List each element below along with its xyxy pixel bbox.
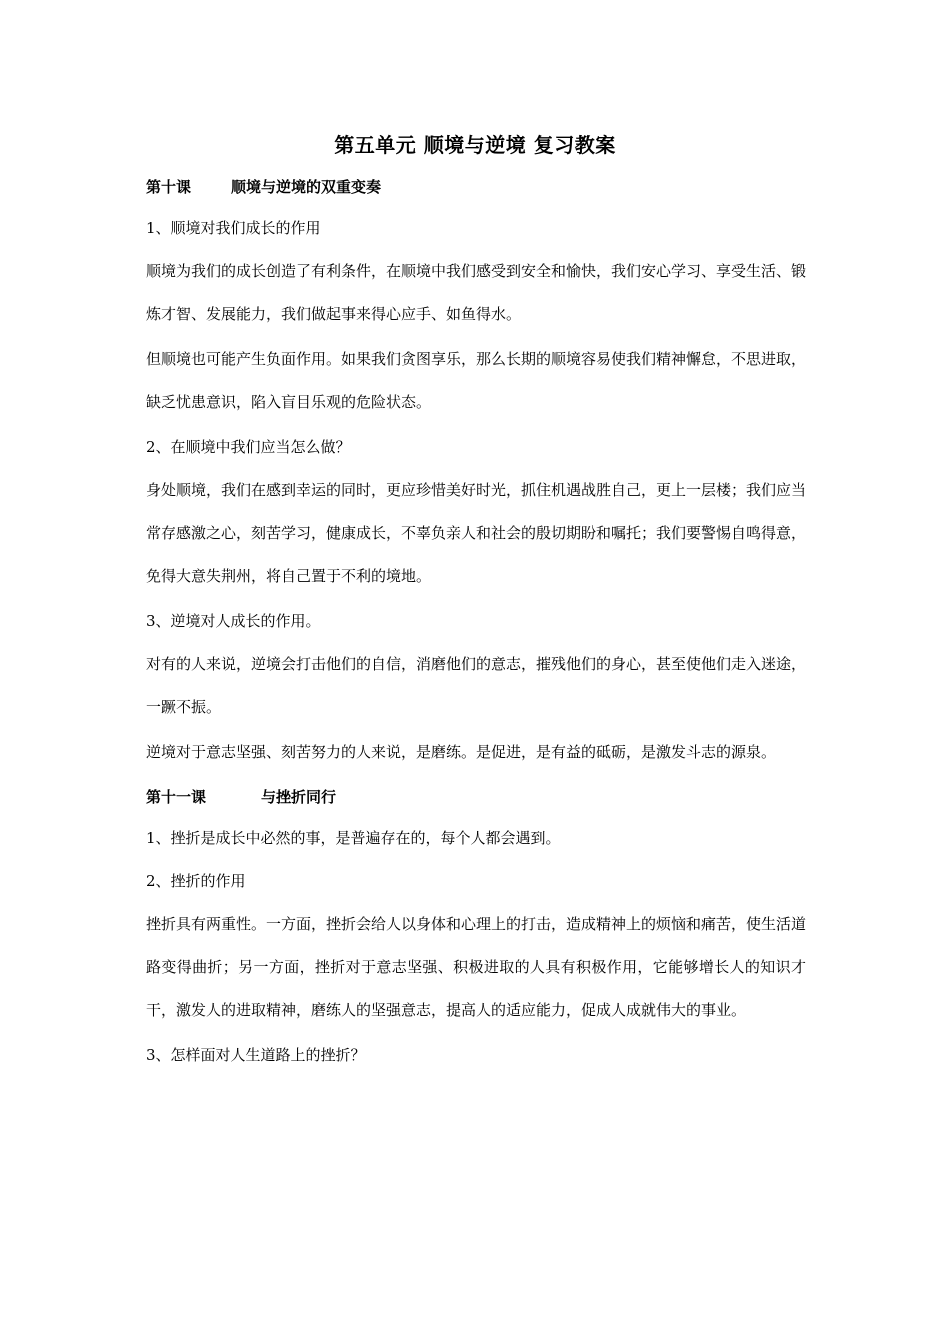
lesson-10-name: 顺境与逆境的双重变奏 bbox=[231, 178, 382, 196]
lesson-11-question-2: 2、挫折的作用 bbox=[146, 872, 246, 890]
lesson-10-paragraph-1: 顺境为我们的成长创造了有利条件，在顺境中我们感受到安全和愉快，我们安心学习、享受生活、锻炼才智、发展能力，我们做起事来得心应手、如鱼得水。 bbox=[146, 262, 807, 323]
lesson-10-question-1: 1、顺境对我们成长的作用 bbox=[146, 219, 321, 237]
lesson-10-heading bbox=[146, 176, 806, 198]
lesson-11-number: 第十一课 bbox=[146, 788, 207, 806]
lesson-10-number: 第十课 bbox=[146, 178, 192, 196]
lesson-10-question-3: 3、逆境对人成长的作用。 bbox=[146, 612, 321, 630]
lesson-11-question-1: 1、挫折是成长中必然的事，是普遍存在的，每个人都会遇到。 bbox=[146, 829, 561, 847]
lesson-10-paragraph-5: 逆境对于意志坚强、刻苦努力的人来说，是磨练。是促进，是有益的砥砺，是激发斗志的源泉。 bbox=[146, 743, 777, 761]
lesson-11-question-3: 3、怎样面对人生道路上的挫折？ bbox=[146, 1046, 366, 1064]
lesson-10-question-2: 2、在顺境中我们应当怎么做？ bbox=[146, 438, 351, 456]
lesson-11-heading bbox=[146, 786, 806, 808]
document-body bbox=[146, 176, 806, 1087]
lesson-10-paragraph-2: 但顺境也可能产生负面作用。如果我们贪图享乐，那么长期的顺境容易使我们精神懈怠，不思进取，缺乏忧患意识，陷入盲目乐观的危险状态。 bbox=[146, 350, 807, 411]
lesson-11-name: 与挫折同行 bbox=[261, 788, 337, 806]
lesson-10-paragraph-4: 对有的人来说，逆境会打击他们的自信，消磨他们的意志，摧残他们的身心，甚至使他们走入迷途，一蹶不振。 bbox=[146, 655, 807, 716]
lesson-10-paragraph-3: 身处顺境，我们在感到幸运的同时，更应珍惜美好时光，抓住机遇战胜自己，更上一层楼；我们应当常存感激之心，刻苦学习，健康成长，不辜负亲人和社会的殷切期盼和嘱托；我们要警惕自鸣得意，免得大意失荆州，将自己置于不利的境地。 bbox=[146, 481, 807, 585]
document-title: 第五单元 顺境与逆境 复习教案 bbox=[334, 133, 616, 157]
lesson-11-paragraph-1: 挫折具有两重性。一方面，挫折会给人以身体和心理上的打击，造成精神上的烦恼和痛苦，使生活道路变得曲折；另一方面，挫折对于意志坚强、积极进取的人具有积极作用，它能够增长人的知识才干，激发人的进取精神，磨练人的坚强意志，提高人的适应能力，促成人成就伟大的事业。 bbox=[146, 915, 807, 1019]
